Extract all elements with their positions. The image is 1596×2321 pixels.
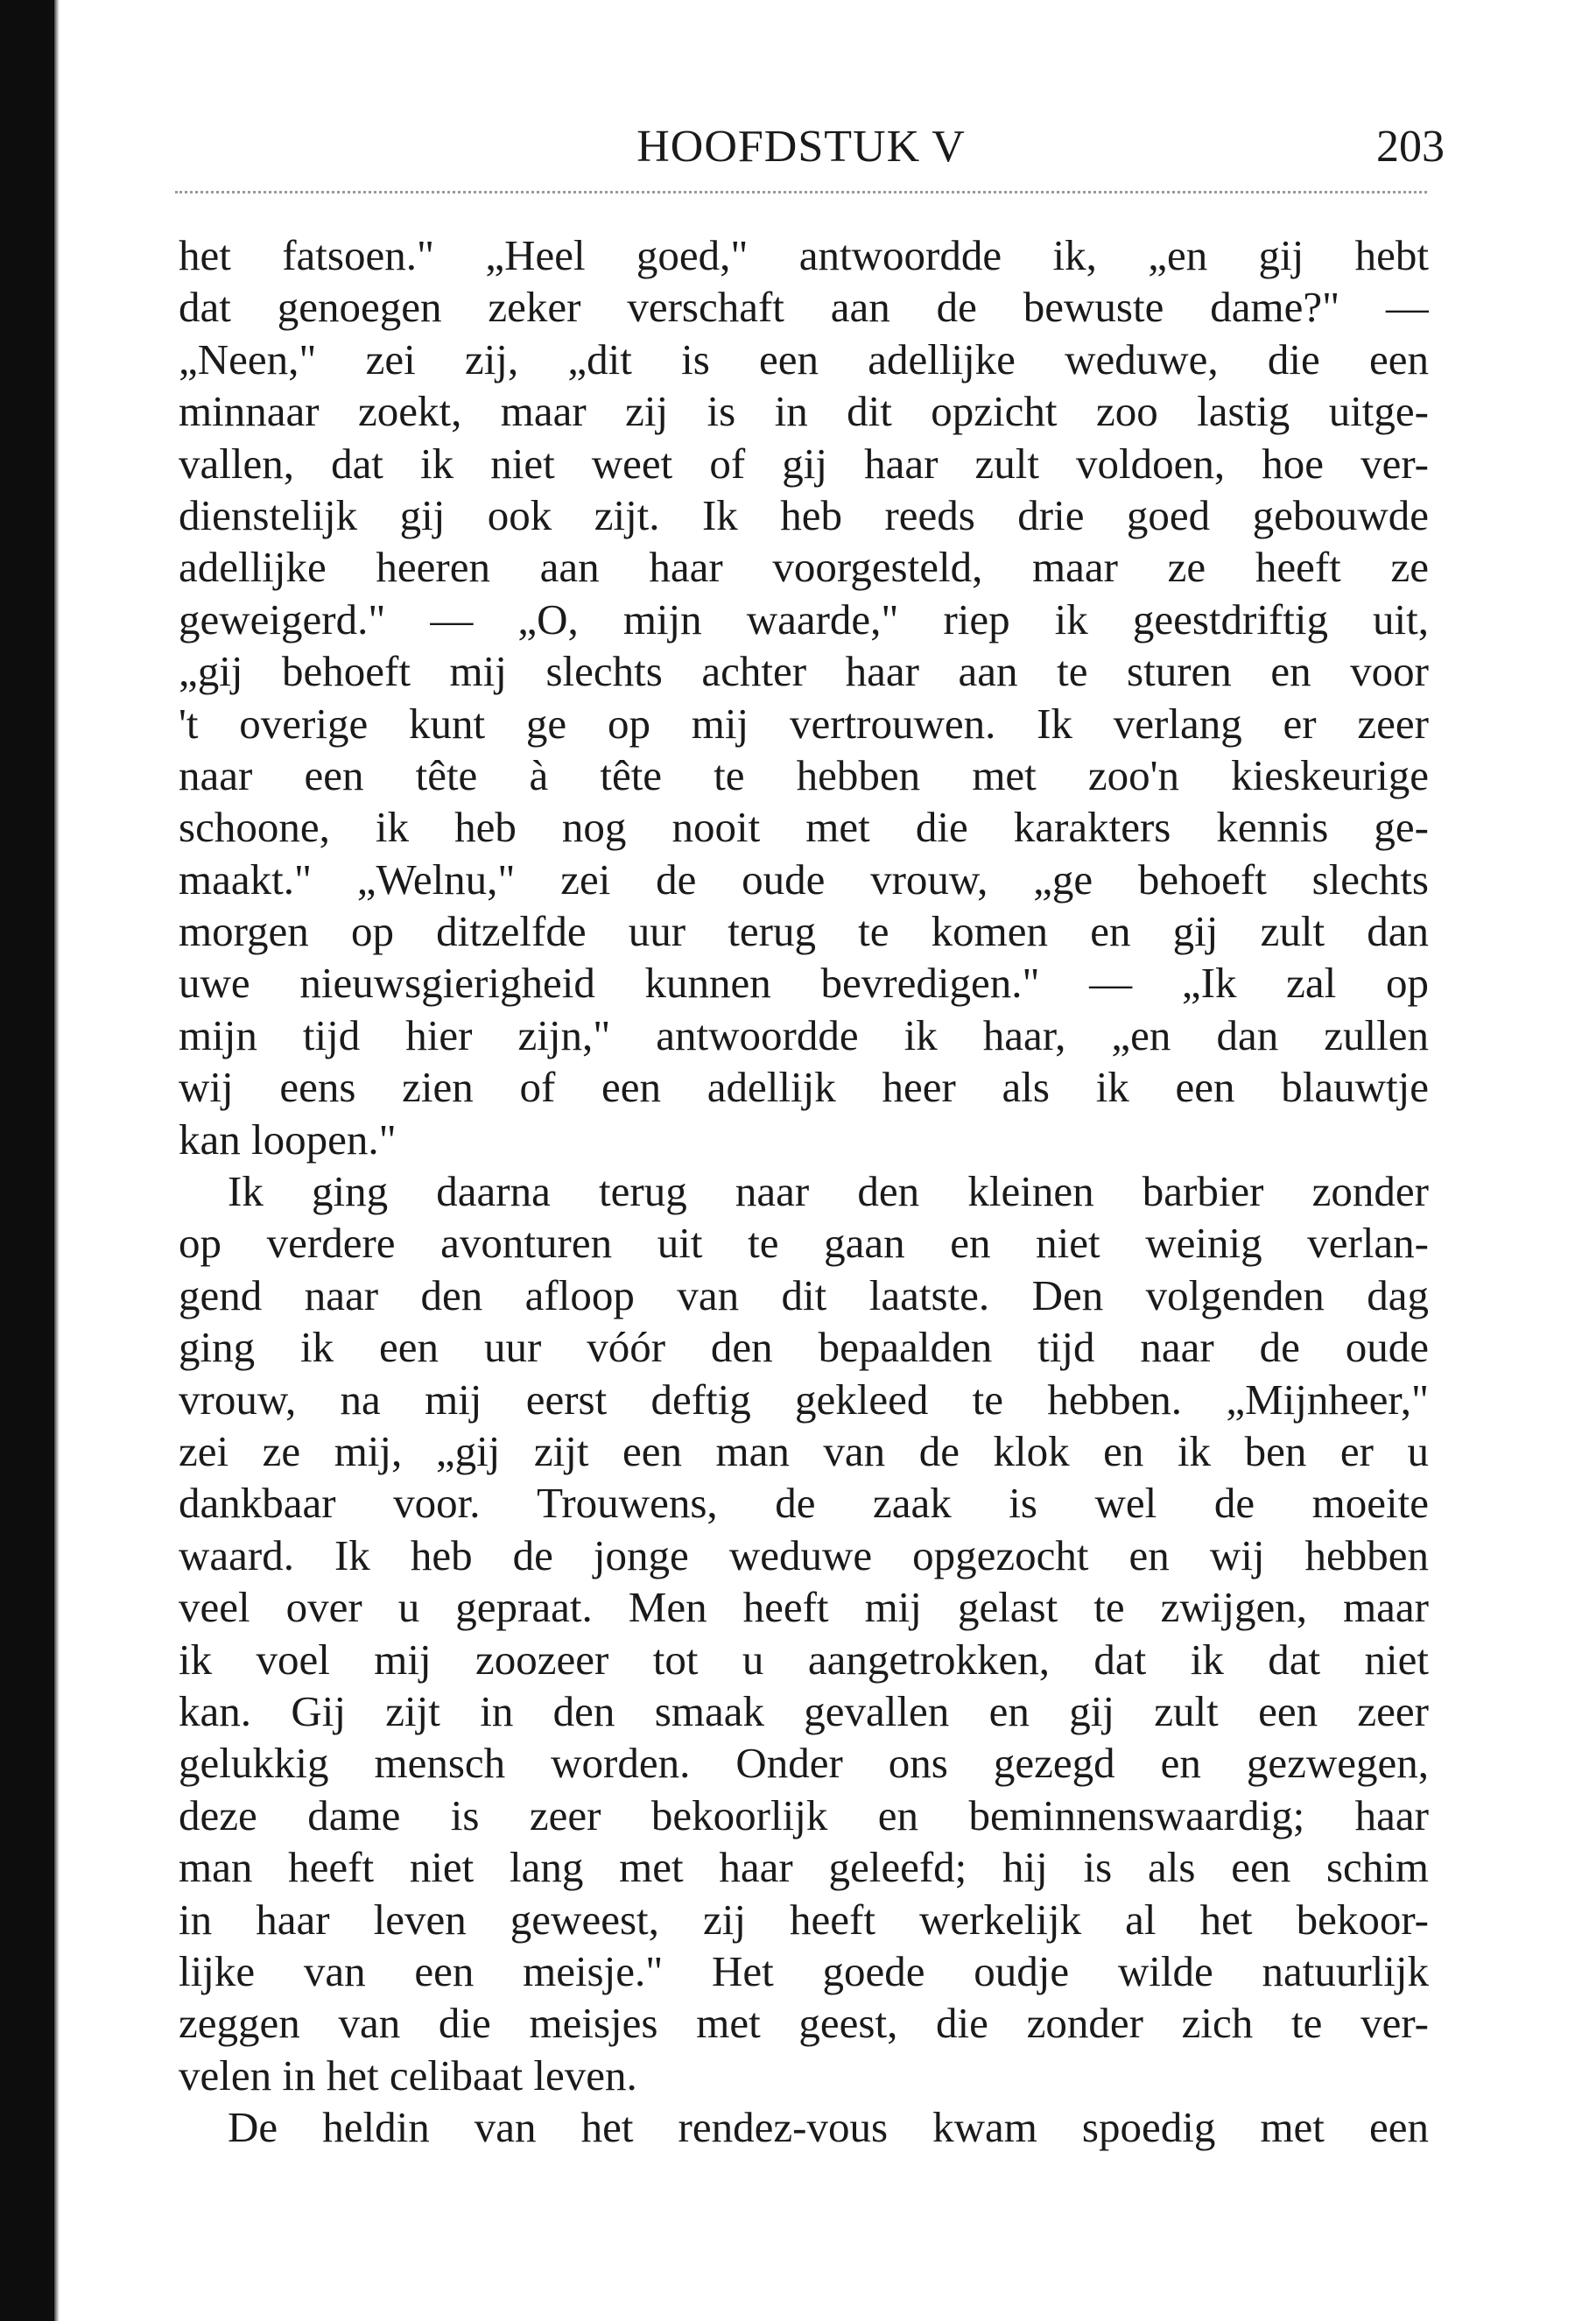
text-line: het fatsoen." „Heel goed," antwoordde ik, „en gij hebt [179,231,1429,279]
text-line: uwe nieuwsgierigheid kunnen bevredigen." — „Ik zal op [179,959,1429,1008]
text-line: ging ik een uur vóór den bepaalden tijd naar de oude [179,1323,1429,1372]
text-line: lijke van een meisje." Het goede oudje wilde natuurlijk [179,1946,1429,1995]
text-line: op verdere avonturen uit te gaan en niet weinig verlan- [179,1219,1429,1268]
text-line: adellijke heeren aan haar voorgesteld, maar ze heeft ze [179,543,1429,592]
text-line: gelukkig mensch worden. Onder ons gezegd en gezwegen, [179,1739,1429,1788]
text-line: naar een tête à tête te hebben met zoo'n kieskeurige [179,750,1429,799]
text-line: zeggen van die meisjes met geest, die zonder zich te ver- [179,1999,1429,2048]
page-number: 203 [1376,122,1445,172]
text-line: ik voel mij zoozeer tot u aangetrokken, dat ik dat niet [179,1635,1429,1684]
text-line: vallen, dat ik niet weet of gij haar zult voldoen, hoe ver- [179,439,1429,488]
text-line: dankbaar voor. Trouwens, de zaak is wel de moeite [179,1479,1429,1528]
text-line: mijn tijd hier zijn," antwoordde ik haar, „en dan zullen [179,1010,1429,1059]
text-line: veel over u gepraat. Men heeft mij gelast te zwijgen, maar [179,1583,1429,1632]
book-spine-shadow [0,0,54,2321]
spine-edge [54,0,60,2321]
text-line: geweigerd." — „O, mijn waarde," riep ik geestdriftig uit, [179,594,1429,644]
text-line: gend naar den afloop van dit laatste. Den volgenden dag [179,1270,1429,1319]
text-line: „gij behoeft mij slechts achter haar aan te sturen en voor [179,647,1429,696]
text-line: schoone, ik heb nog nooit met die karakters kennis ge- [179,803,1429,852]
text-line: dat genoegen zeker verschaft aan de bewuste dame?" — [179,283,1429,332]
text-line: 't overige kunt ge op mij vertrouwen. Ik verlang er zeer [179,699,1429,748]
header-rule [175,191,1427,193]
text-line: kan. Gij zijt in den smaak gevallen en gij zult een zeer [179,1686,1429,1735]
text-line: wij eens zien of een adellijk heer als ik een blauwtje [179,1063,1429,1112]
text-line: zei ze mij, „gij zijt een man van de klok en ik ben er u [179,1426,1429,1475]
text-line: morgen op ditzelfde uur terug te komen en gij zult dan [179,907,1429,956]
chapter-heading: HOOFDSTUK V [636,122,966,172]
paragraph-end-line: velen in het celibaat leven. [179,2050,637,2099]
text-line: minnaar zoekt, maar zij is in dit opzicht zoo lastig uitge- [179,387,1429,436]
text-line: vrouw, na mij eerst deftig gekleed te hebben. „Mijnheer," [179,1375,1429,1424]
paragraph-start-line: Ik ging daarna terug naar den kleinen barbier zonder [228,1167,1429,1216]
paragraph-start-line: De heldin van het rendez-vous kwam spoedig met een [228,2103,1429,2152]
text-line: deze dame is zeer bekoorlijk en beminnenswaardig; haar [179,1790,1429,1839]
text-line: man heeft niet lang met haar geleefd; hij is als een schim [179,1843,1429,1892]
text-line: maakt." „Welnu," zei de oude vrouw, „ge behoeft slechts [179,855,1429,904]
page-header [175,112,1445,182]
text-line: in haar leven geweest, zij heeft werkelijk al het bekoor- [179,1895,1429,1944]
paragraph-end-line: kan loopen." [179,1115,397,1164]
text-line: waard. Ik heb de jonge weduwe opgezocht en wij hebben [179,1530,1429,1579]
body-text [179,229,1429,2153]
text-line: dienstelijk gij ook zijt. Ik heb reeds drie goed gebouwde [179,490,1429,539]
text-line: „Neen," zei zij, „dit is een adellijke weduwe, die een [179,334,1429,383]
